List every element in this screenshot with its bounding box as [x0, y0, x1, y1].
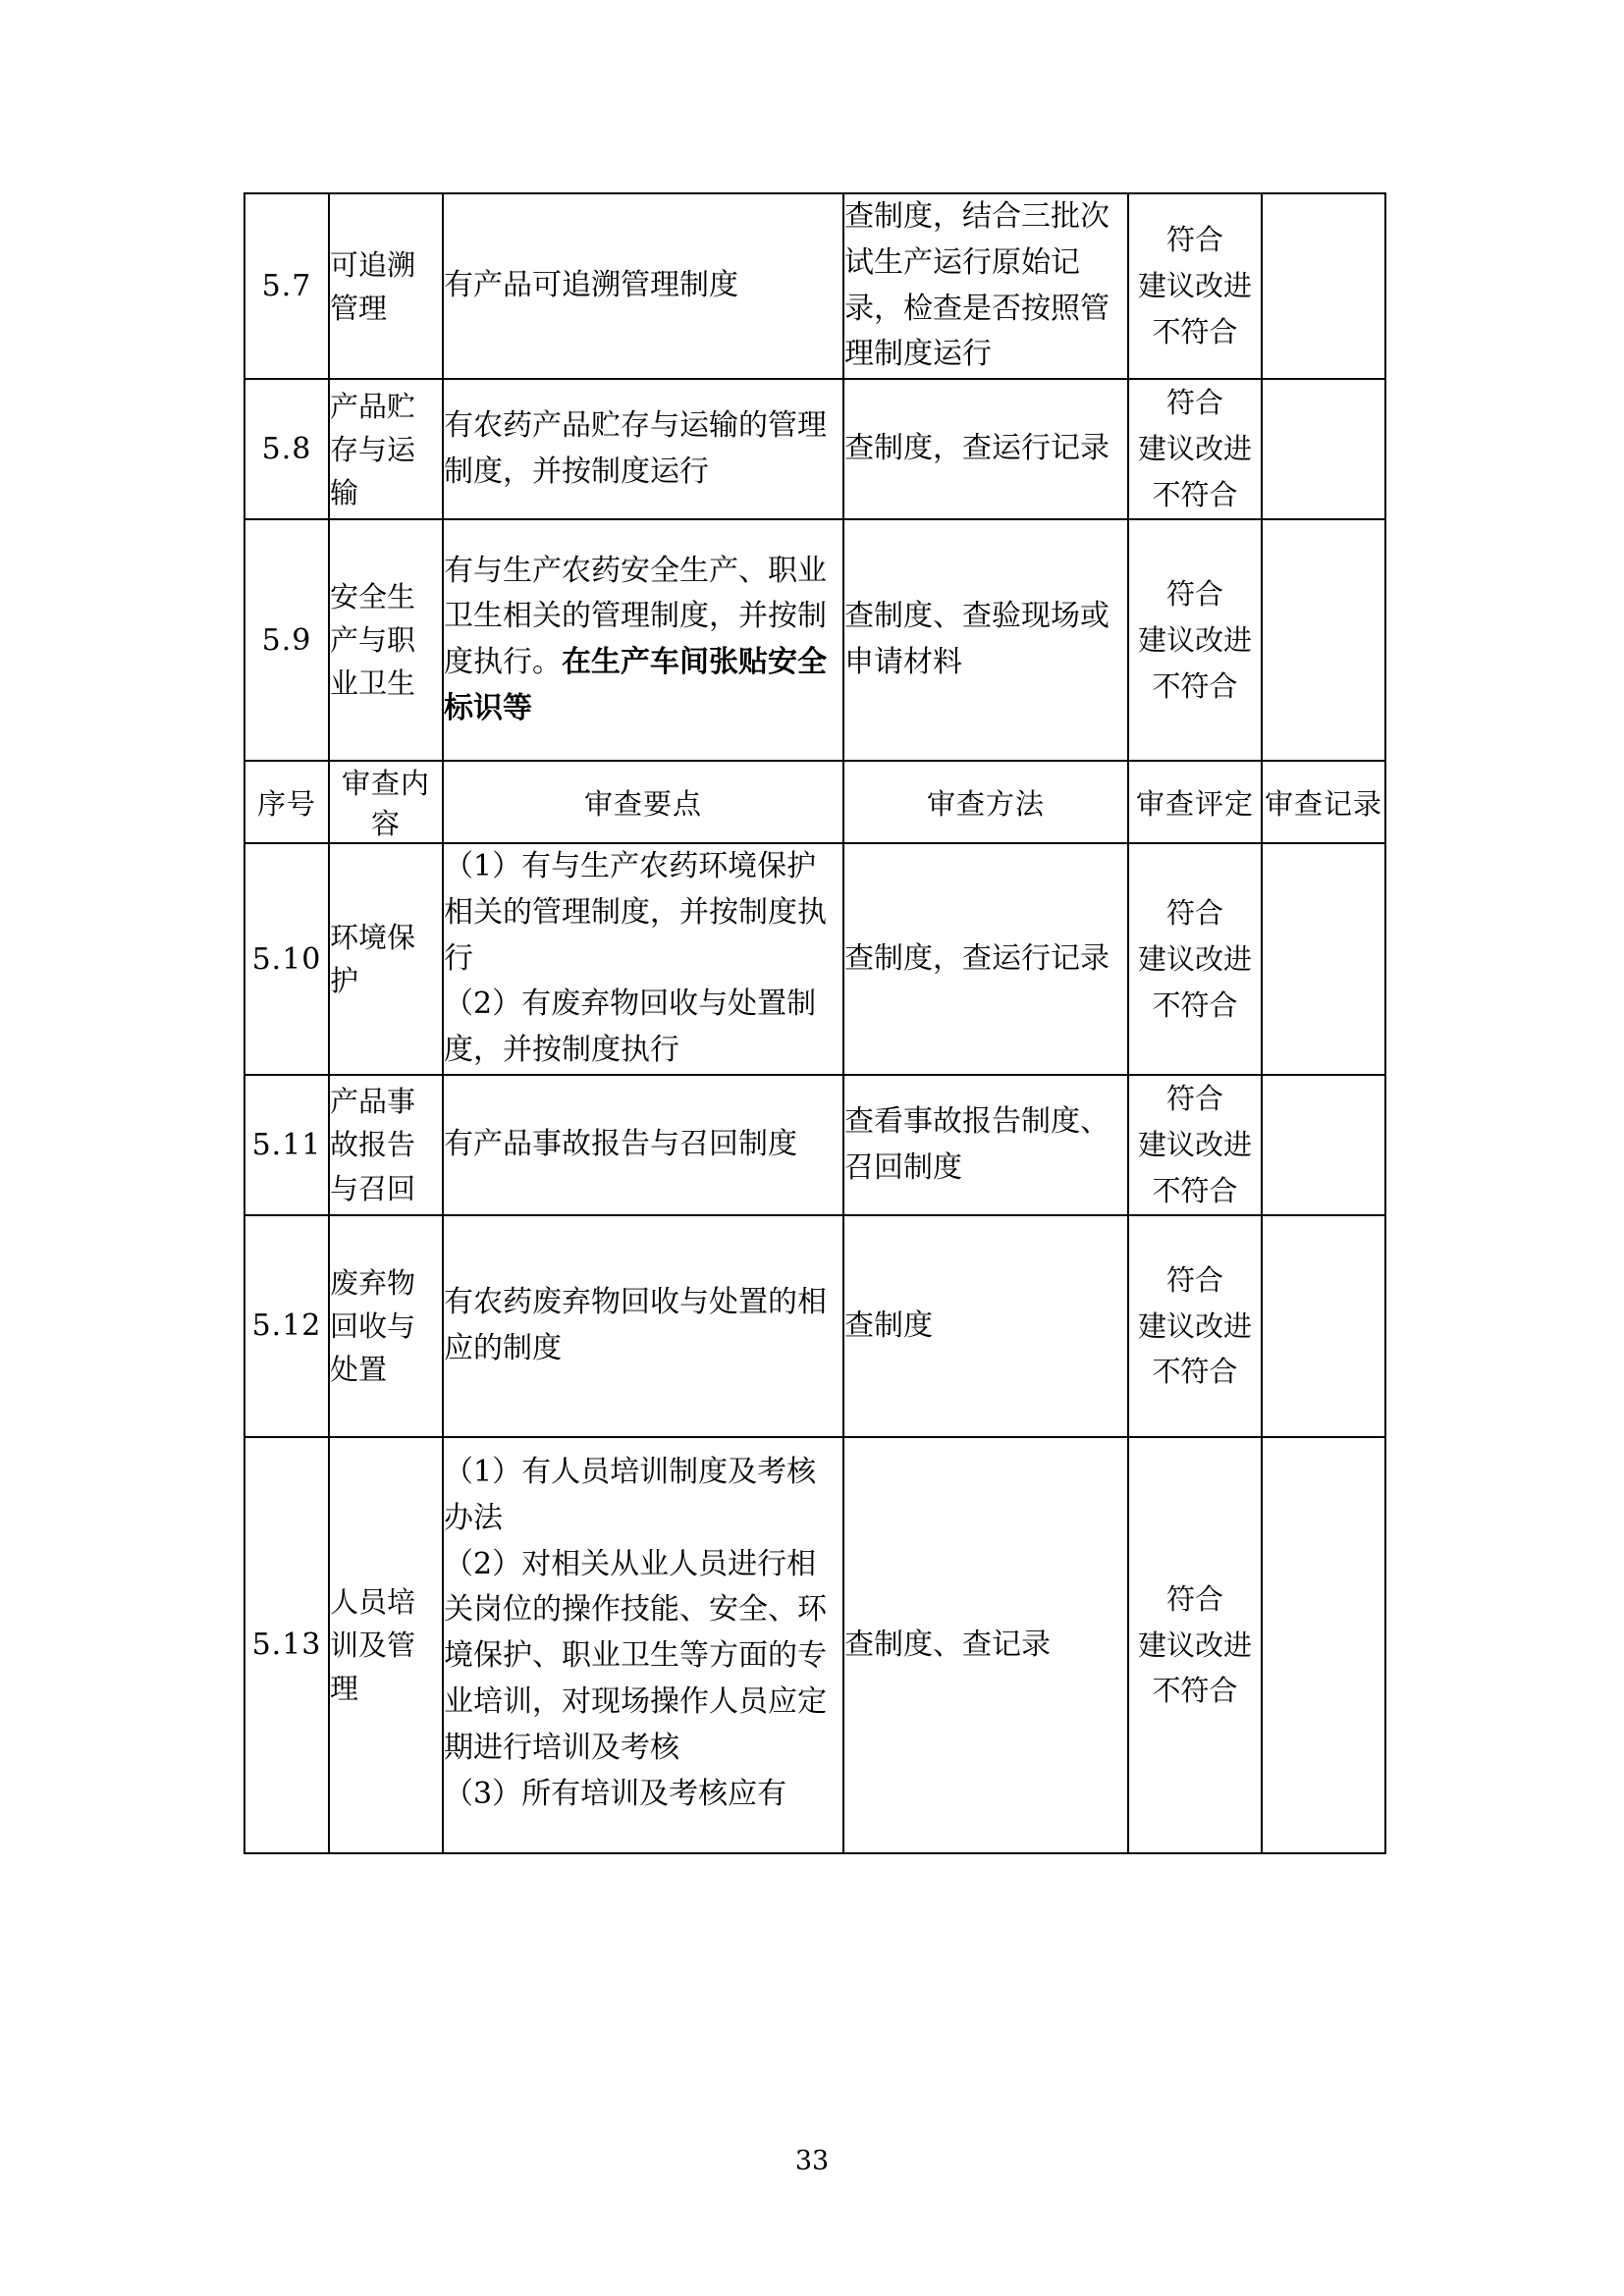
evaluation-option-improve[interactable]: 建议改进	[1137, 1128, 1252, 1162]
row-number: 5.7	[244, 193, 329, 379]
points-line: （1）有人员培训制度及考核办法	[444, 1454, 817, 1535]
table-header-row	[244, 761, 1385, 843]
points-line: （3）所有培训及考核应有	[444, 1776, 787, 1811]
evaluation-option-compliant[interactable]: 符合	[1165, 576, 1223, 611]
row-method: 查制度，查运行记录	[843, 379, 1128, 519]
evaluation-option-improve[interactable]: 建议改进	[1137, 269, 1252, 303]
row-number: 5.13	[244, 1437, 329, 1853]
row-evaluation	[1128, 1215, 1262, 1437]
column-header-evaluation: 审查评定	[1128, 761, 1262, 843]
evaluation-option-compliant[interactable]: 符合	[1165, 1082, 1223, 1116]
table-row	[244, 1215, 1385, 1437]
row-points	[443, 379, 843, 519]
row-evaluation	[1128, 843, 1262, 1075]
points-line: 有产品可追溯管理制度	[444, 268, 738, 303]
row-evaluation	[1128, 1437, 1262, 1853]
evaluation-option-noncompliant[interactable]: 不符合	[1152, 1355, 1238, 1389]
row-number: 5.12	[244, 1215, 329, 1437]
row-record[interactable]	[1262, 1075, 1385, 1215]
row-number: 5.9	[244, 519, 329, 761]
points-line: （2）对相关从业人员进行相关岗位的操作技能、安全、环境保护、职业卫生等方面的专业培训，对现场操作人员应定期进行培训及考核	[444, 1546, 827, 1765]
evaluation-option-noncompliant[interactable]: 不符合	[1152, 668, 1238, 703]
row-method: 查制度，结合三批次试生产运行原始记录，检查是否按照管理制度运行	[843, 193, 1128, 379]
evaluation-option-noncompliant[interactable]: 不符合	[1152, 1174, 1238, 1208]
table-row	[244, 193, 1385, 379]
row-evaluation	[1128, 193, 1262, 379]
evaluation-option-improve[interactable]: 建议改进	[1137, 432, 1252, 466]
column-header-method: 审查方法	[843, 761, 1128, 843]
points-line: 有农药产品贮存与运输的管理制度，并按制度运行	[444, 407, 827, 489]
row-points	[443, 1215, 843, 1437]
evaluation-option-compliant[interactable]: 符合	[1165, 895, 1223, 930]
row-method: 查制度	[843, 1215, 1128, 1437]
row-content: 安全生产与职业卫生	[329, 519, 443, 761]
column-header-content: 审查内容	[329, 761, 443, 843]
row-points	[443, 1437, 843, 1853]
points-line: （1）有与生产农药环境保护相关的管理制度，并按制度执行	[444, 849, 827, 976]
evaluation-option-compliant[interactable]: 符合	[1165, 386, 1223, 420]
row-record[interactable]	[1262, 843, 1385, 1075]
row-method: 查制度、查记录	[843, 1437, 1128, 1853]
evaluation-option-improve[interactable]: 建议改进	[1137, 1308, 1252, 1343]
evaluation-option-improve[interactable]: 建议改进	[1137, 941, 1252, 976]
points-line: 有产品事故报告与召回制度	[444, 1127, 797, 1162]
audit-table	[244, 192, 1386, 1854]
table-row	[244, 843, 1385, 1075]
table-row	[244, 379, 1385, 519]
row-record[interactable]	[1262, 519, 1385, 761]
table-row	[244, 519, 1385, 761]
evaluation-option-improve[interactable]: 建议改进	[1137, 622, 1252, 657]
row-record[interactable]	[1262, 1215, 1385, 1437]
row-content: 废弃物回收与处置	[329, 1215, 443, 1437]
row-points	[443, 193, 843, 379]
evaluation-option-noncompliant[interactable]: 不符合	[1152, 1674, 1238, 1708]
row-number: 5.10	[244, 843, 329, 1075]
column-header-record: 审查记录	[1262, 761, 1385, 843]
row-evaluation	[1128, 519, 1262, 761]
page-number: 33	[794, 2146, 830, 2176]
table-row	[244, 1437, 1385, 1853]
evaluation-option-improve[interactable]: 建议改进	[1137, 1628, 1252, 1662]
row-content: 人员培训及管理	[329, 1437, 443, 1853]
evaluation-option-noncompliant[interactable]: 不符合	[1152, 988, 1238, 1022]
points-line: 有与生产农药安全生产、职业卫生相关的管理制度，并按制度执行。	[444, 553, 827, 680]
row-content: 环境保护	[329, 843, 443, 1075]
row-method: 查看事故报告制度、召回制度	[843, 1075, 1128, 1215]
points-line: （2）有废弃物回收与处置制度，并按制度执行	[444, 987, 817, 1068]
evaluation-option-compliant[interactable]: 符合	[1165, 1262, 1223, 1297]
evaluation-option-compliant[interactable]: 符合	[1165, 1581, 1223, 1616]
row-evaluation	[1128, 379, 1262, 519]
column-header-points: 审查要点	[443, 761, 843, 843]
row-points	[443, 519, 843, 761]
row-record[interactable]	[1262, 379, 1385, 519]
row-number: 5.11	[244, 1075, 329, 1215]
row-points	[443, 1075, 843, 1215]
points-emphasis: 在生产车间张贴安全标识等	[444, 645, 827, 725]
row-content: 产品贮存与运输	[329, 379, 443, 519]
row-content: 产品事故报告与召回	[329, 1075, 443, 1215]
column-header-no: 序号	[244, 761, 329, 843]
evaluation-option-noncompliant[interactable]: 不符合	[1152, 478, 1238, 512]
row-number: 5.8	[244, 379, 329, 519]
row-content: 可追溯管理	[329, 193, 443, 379]
row-method: 查制度，查运行记录	[843, 843, 1128, 1075]
row-points	[443, 843, 843, 1075]
row-evaluation	[1128, 1075, 1262, 1215]
evaluation-option-compliant[interactable]: 符合	[1165, 223, 1223, 257]
evaluation-option-noncompliant[interactable]: 不符合	[1152, 315, 1238, 349]
points-line: 有农药废弃物回收与处置的相应的制度	[444, 1285, 827, 1365]
row-method: 查制度、查验现场或申请材料	[843, 519, 1128, 761]
table-row	[244, 1075, 1385, 1215]
row-record[interactable]	[1262, 193, 1385, 379]
audit-table-container	[244, 192, 1384, 1854]
row-record[interactable]	[1262, 1437, 1385, 1853]
